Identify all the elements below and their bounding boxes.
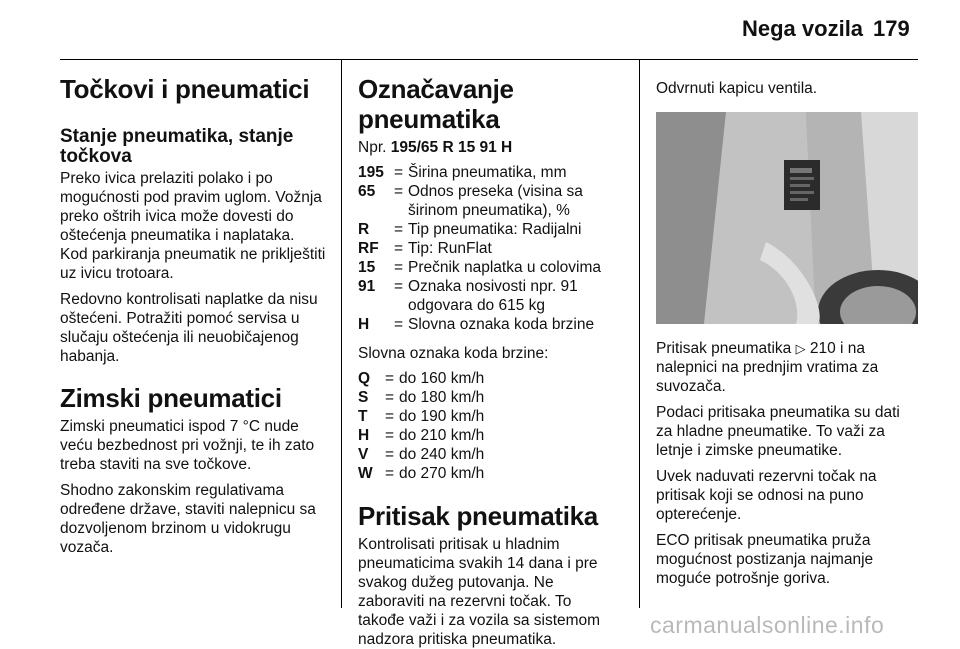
equals-sign: = (394, 183, 404, 200)
subheading-tyre-condition: Stanje pneumatika, stanje točkova (60, 126, 294, 167)
equals-sign: = (394, 164, 404, 181)
definition-key: R (358, 221, 370, 238)
definition-key: W (358, 465, 373, 482)
equals-sign: = (394, 240, 404, 257)
definition-value: do 240 km/h (399, 446, 485, 463)
definition-key: S (358, 389, 369, 406)
definition-value: Prečnik naplatka u colovima (408, 259, 601, 276)
header-divider (60, 59, 918, 60)
definition-row (358, 445, 620, 464)
column-divider-2 (639, 60, 640, 608)
definition-value: do 270 km/h (399, 465, 485, 482)
definition-value: do 160 km/h (399, 370, 485, 387)
definition-value: do 190 km/h (399, 408, 485, 425)
definition-row (358, 182, 620, 220)
arrow-reference-icon: ▷ (795, 341, 806, 356)
definition-key: Q (358, 370, 371, 387)
definition-row (358, 369, 620, 388)
definition-value: Odnos preseka (visina sa širinom pneumatika), % (408, 183, 583, 219)
equals-sign: = (394, 221, 404, 238)
paragraph: ECO pritisak pneumatika pruža mogućnost postizanja najmanje moguće potrošnje goriva. (656, 532, 874, 587)
paragraph: Odvrnuti kapicu ventila. (656, 80, 818, 97)
paragraph-text: 210 i na nalepnici na prednjim vratima za suvozača. (656, 340, 879, 395)
section-heading-tyre-designation: Označavanje pneumatika (358, 74, 514, 134)
definition-key: T (358, 408, 368, 425)
equals-sign: = (394, 278, 404, 295)
column-divider-1 (341, 60, 342, 608)
definition-key: H (358, 427, 370, 444)
door-frame-illustration (656, 112, 918, 324)
definition-row (358, 464, 620, 483)
column-2 (358, 72, 620, 649)
watermark: carmanualsonline.info (650, 612, 885, 638)
definition-value: do 180 km/h (399, 389, 485, 406)
equals-sign: = (385, 427, 395, 444)
paragraph-text: Pritisak pneumatika (656, 340, 792, 357)
equals-sign: = (394, 259, 404, 276)
definition-row (358, 407, 620, 426)
paragraph: Uvek naduvati rezervni točak na pritisak koji se odnosi na puno opterećenje. (656, 468, 877, 523)
example-value: 195/65 R 15 91 H (390, 139, 513, 156)
section-heading-tyre-pressure: Pritisak pneumatika (358, 501, 598, 531)
definition-key: 195 (358, 164, 384, 181)
paragraph (656, 339, 918, 396)
definition-value: Tip pneumatika: Radijalni (408, 221, 582, 238)
paragraph: Podaci pritisaka pneumatika su dati za hladne pneumatike. To važi za letnje i zimske pneumatike. (656, 404, 900, 459)
speed-code-list (358, 369, 620, 483)
paragraph: Preko ivica prelaziti polako i po mogućnosti pod pravim uglom. Vožnja preko oštrih ivica može dovesti do oštećenja pneumatika i naplataka. Kod parkiranja pneumatik ne priklještiti uz ivicu trotoara. (60, 170, 326, 282)
equals-sign: = (385, 408, 395, 425)
tyre-pressure-label-photo (656, 112, 918, 324)
column-1 (60, 72, 326, 557)
definition-row (358, 426, 620, 445)
definition-key: V (358, 446, 369, 463)
equals-sign: = (385, 370, 395, 387)
definition-row (358, 258, 620, 277)
definition-key: H (358, 316, 370, 333)
equals-sign: = (385, 389, 395, 406)
definition-row (358, 388, 620, 407)
equals-sign: = (385, 465, 395, 482)
definition-row (358, 315, 620, 334)
definition-key: RF (358, 240, 379, 257)
definition-row (358, 277, 620, 315)
definition-value: Slovna oznaka koda brzine (408, 316, 595, 333)
section-heading-winter-tyres: Zimski pneumatici (60, 383, 282, 413)
paragraph: Redovno kontrolisati naplatke da nisu oštećeni. Potražiti pomoć servisa u slučaju oštećenja ili neuobičajenog habanja. (60, 291, 318, 365)
equals-sign: = (394, 316, 404, 333)
definition-value: Širina pneumatika, mm (408, 164, 567, 181)
definition-key: 91 (358, 278, 376, 295)
page-header-title: Nega vozila (742, 16, 864, 41)
example-line (358, 138, 620, 157)
definition-value: Oznaka nosivosti npr. 91 odgovara do 615 kg (408, 278, 578, 314)
equals-sign: = (385, 446, 395, 463)
definition-row (358, 239, 620, 258)
paragraph: Zimski pneumatici ispod 7 °C nude veću bezbednost pri vožnji, te ih zato treba staviti na sve točkove. (60, 418, 315, 473)
speed-code-intro: Slovna oznaka koda brzine: (358, 345, 549, 362)
tyre-definition-list (358, 163, 620, 334)
definition-value: do 210 km/h (399, 427, 485, 444)
section-heading-wheels-tyres: Točkovi i pneumatici (60, 74, 310, 104)
paragraph: Kontrolisati pritisak u hladnim pneumaticima svakih 14 dana i pre svakog dužeg putovanja. Ne zaboraviti na rezervni točak. To takođe važi i za vozila sa sistemom nadzora pritiska pneumatika. (358, 536, 601, 648)
definition-value: Tip: RunFlat (408, 240, 492, 257)
definition-key: 15 (358, 259, 376, 276)
definition-row (358, 220, 620, 239)
definition-row (358, 163, 620, 182)
paragraph: Shodno zakonskim regulativama određene države, staviti nalepnicu sa dozvoljenom brzinom u vidokrugu vozača. (60, 482, 316, 556)
example-label: Npr. (358, 139, 387, 156)
column-3 (656, 72, 918, 588)
page-number: 179 (873, 16, 910, 41)
definition-key: 65 (358, 183, 376, 200)
